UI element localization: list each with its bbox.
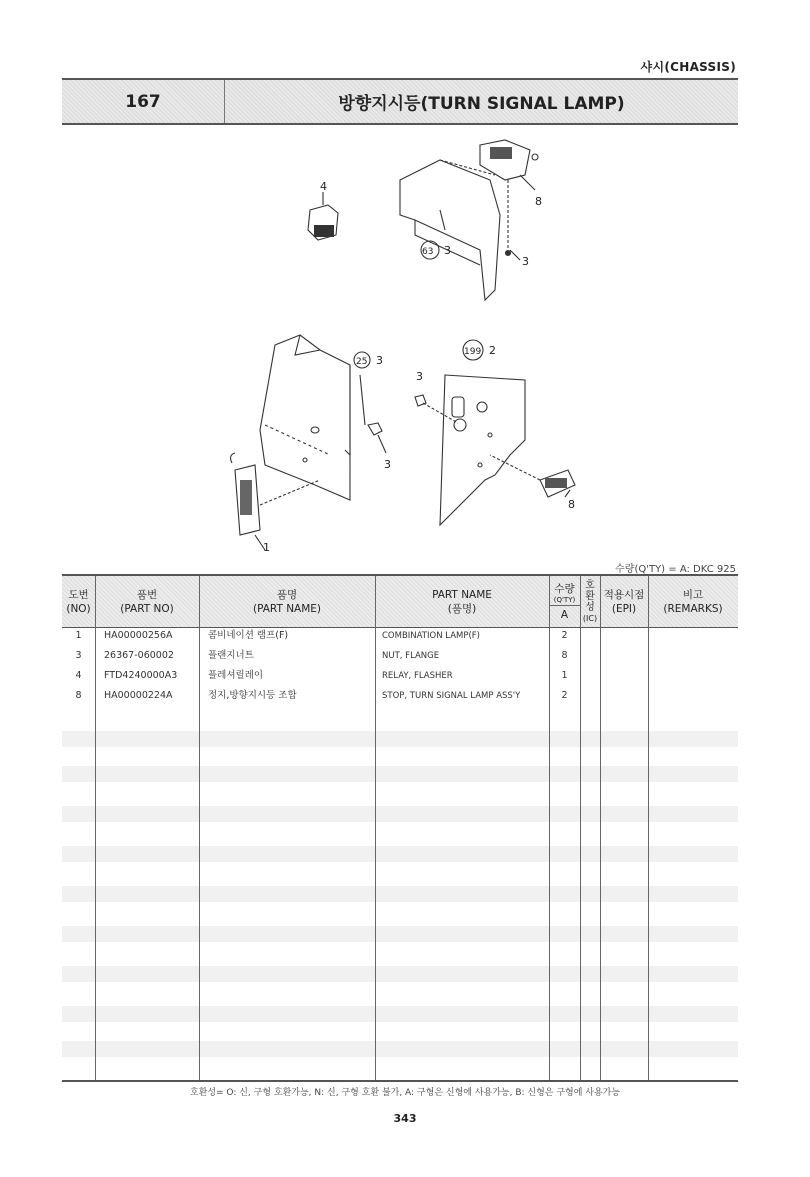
header-qty: 수량 (Q'TY) A — [549, 576, 580, 627]
callout-3-left: 3 — [384, 458, 391, 471]
page-title: 방향지시등(TURN SIGNAL LAMP) — [338, 94, 625, 114]
title-banner — [62, 78, 738, 125]
page-number: 343 — [393, 1112, 417, 1125]
section-title: 샤시(CHASSIS) — [640, 60, 736, 74]
header-part-no: 품번 (PART NO) — [120, 588, 174, 615]
callout-3-plate: 3 — [416, 370, 423, 383]
callout-25: 25 — [356, 357, 368, 367]
header-remarks: 비고 (REMARKS) — [663, 588, 723, 615]
upper-signal-lamp — [480, 140, 530, 180]
parts-diagram — [190, 135, 630, 560]
header-ic: 호환성 (IC) — [582, 579, 598, 623]
callout-3-housing: 3 — [376, 354, 383, 367]
table-row: 3 26367-060002 플랜지너트 NUT, FLANGE 8 — [75, 650, 568, 661]
callout-3-frame: 3 — [444, 244, 451, 257]
callout-1: 1 — [263, 541, 270, 554]
callout-8-lower: 8 — [568, 498, 575, 511]
callout-63: 63 — [422, 247, 434, 257]
header-no: 도번 (NO) — [66, 588, 91, 615]
quantity-note: 수량(Q'TY) = A: DKC 925 — [615, 564, 736, 575]
callout-2: 2 — [489, 344, 496, 357]
header-part-name-en: PART NAME (품명) — [432, 588, 492, 615]
callout-199: 199 — [464, 347, 482, 357]
callout-8-upper: 8 — [535, 195, 542, 208]
callout-3-nut-top: 3 — [522, 255, 529, 268]
table-row: 1 HA00000256A 콤비네이션 램프(F) COMBINATION LAMP(F) 2 — [75, 630, 568, 641]
table-row: 8 HA00000224A 정지,방향지시등 조합 STOP, TURN SIGNAL LAMP ASS'Y 2 — [75, 690, 568, 701]
lamp-housing — [260, 335, 350, 500]
compatibility-legend: 호환성= O: 신, 구형 호환가능, N: 신, 구형 호환 불가, A: 구형은 신형에 사용가능, B: 신형은 구형에 사용가능 — [189, 1088, 621, 1098]
callout-4: 4 — [320, 180, 327, 193]
table-header — [62, 576, 738, 628]
header-part-name-ko: 품명 (PART NAME) — [252, 588, 322, 615]
parts-table — [62, 574, 738, 1082]
page-code: 167 — [62, 80, 225, 123]
table-row: 4 FTD4240000A3 플레셔릴레이 RELAY, FLASHER 1 — [75, 670, 568, 681]
header-epi: 적용시점 (EPI) — [603, 588, 645, 615]
